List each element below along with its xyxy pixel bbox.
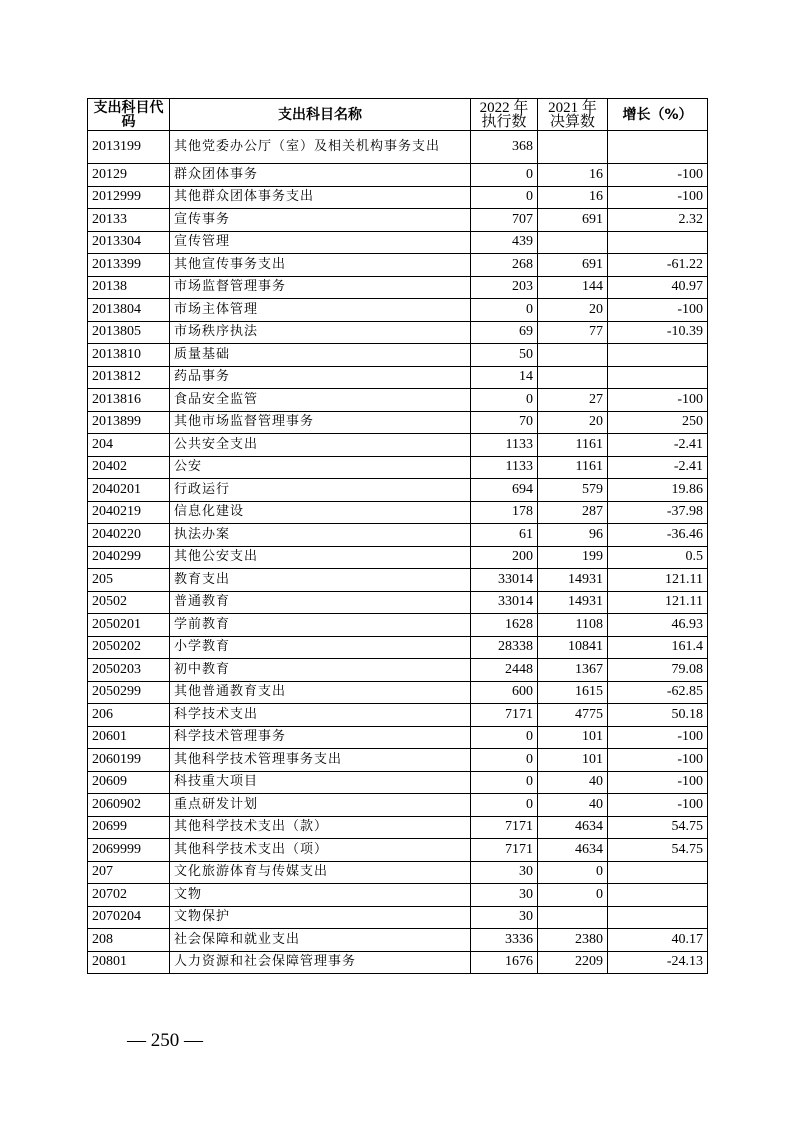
cell-name: 社会保障和就业支出 [170, 929, 471, 952]
cell-growth: 0.5 [608, 546, 708, 569]
table-row [88, 906, 708, 929]
cell-final-2021: 77 [538, 321, 608, 344]
cell-growth: 121.11 [608, 569, 708, 592]
table-row [88, 816, 708, 839]
cell-name: 市场监督管理事务 [170, 276, 471, 299]
cell-growth [608, 906, 708, 929]
cell-code: 2013899 [88, 411, 170, 434]
cell-exec-2022: 368 [471, 131, 538, 164]
cell-final-2021: 0 [538, 861, 608, 884]
cell-growth [608, 131, 708, 164]
cell-exec-2022: 69 [471, 321, 538, 344]
table-row [88, 276, 708, 299]
cell-final-2021: 4634 [538, 816, 608, 839]
cell-code: 20801 [88, 951, 170, 974]
table-row [88, 344, 708, 367]
cell-code: 20138 [88, 276, 170, 299]
cell-exec-2022: 0 [471, 186, 538, 209]
cell-name: 其他群众团体事务支出 [170, 186, 471, 209]
table-row [88, 321, 708, 344]
cell-growth [608, 884, 708, 907]
cell-growth: 161.4 [608, 636, 708, 659]
table-header-row [88, 99, 708, 131]
cell-name: 其他市场监督管理事务 [170, 411, 471, 434]
header-final-2021: 2021 年决算数 [538, 99, 608, 131]
cell-growth: -100 [608, 726, 708, 749]
cell-growth: 40.17 [608, 929, 708, 952]
cell-final-2021: 4775 [538, 704, 608, 727]
cell-name: 普通教育 [170, 591, 471, 614]
cell-final-2021 [538, 366, 608, 389]
cell-name: 重点研发计划 [170, 794, 471, 817]
table-row [88, 456, 708, 479]
table-row [88, 231, 708, 254]
cell-growth: -37.98 [608, 501, 708, 524]
cell-growth: -62.85 [608, 681, 708, 704]
cell-name: 初中教育 [170, 659, 471, 682]
cell-code: 207 [88, 861, 170, 884]
table-row [88, 411, 708, 434]
cell-exec-2022: 1628 [471, 614, 538, 637]
cell-name: 小学教育 [170, 636, 471, 659]
cell-code: 20133 [88, 209, 170, 232]
cell-final-2021: 0 [538, 884, 608, 907]
cell-growth: 46.93 [608, 614, 708, 637]
cell-final-2021 [538, 231, 608, 254]
cell-final-2021 [538, 344, 608, 367]
cell-code: 204 [88, 434, 170, 457]
cell-final-2021: 199 [538, 546, 608, 569]
cell-exec-2022: 7171 [471, 816, 538, 839]
cell-growth [608, 344, 708, 367]
cell-name: 文物 [170, 884, 471, 907]
table-row [88, 951, 708, 974]
header-exec-2022: 2022 年执行数 [471, 99, 538, 131]
table-row [88, 726, 708, 749]
table-row [88, 254, 708, 277]
cell-growth: 121.11 [608, 591, 708, 614]
cell-code: 208 [88, 929, 170, 952]
cell-final-2021: 101 [538, 749, 608, 772]
cell-growth: -61.22 [608, 254, 708, 277]
cell-exec-2022: 50 [471, 344, 538, 367]
cell-name: 文化旅游体育与传媒支出 [170, 861, 471, 884]
cell-code: 2060199 [88, 749, 170, 772]
cell-name: 其他公安支出 [170, 546, 471, 569]
cell-exec-2022: 0 [471, 794, 538, 817]
cell-final-2021: 691 [538, 254, 608, 277]
table-row [88, 569, 708, 592]
cell-growth: -2.41 [608, 456, 708, 479]
cell-code: 2060902 [88, 794, 170, 817]
cell-growth [608, 366, 708, 389]
cell-code: 206 [88, 704, 170, 727]
table-body [88, 131, 708, 974]
cell-final-2021: 96 [538, 524, 608, 547]
cell-exec-2022: 61 [471, 524, 538, 547]
cell-exec-2022: 268 [471, 254, 538, 277]
cell-final-2021: 1161 [538, 456, 608, 479]
cell-name: 群众团体事务 [170, 164, 471, 187]
cell-exec-2022: 1676 [471, 951, 538, 974]
cell-name: 其他党委办公厅（室）及相关机构事务支出 [170, 131, 471, 164]
cell-code: 2012999 [88, 186, 170, 209]
cell-name: 公共安全支出 [170, 434, 471, 457]
cell-name: 其他宣传事务支出 [170, 254, 471, 277]
cell-final-2021: 14931 [538, 591, 608, 614]
cell-growth: -24.13 [608, 951, 708, 974]
table-row [88, 614, 708, 637]
cell-growth: -100 [608, 771, 708, 794]
cell-growth: -100 [608, 164, 708, 187]
cell-final-2021: 14931 [538, 569, 608, 592]
page-number: — 250 — [127, 1030, 203, 1051]
cell-name: 宣传管理 [170, 231, 471, 254]
cell-code: 2013810 [88, 344, 170, 367]
cell-code: 2013805 [88, 321, 170, 344]
cell-code: 2040220 [88, 524, 170, 547]
cell-growth: -36.46 [608, 524, 708, 547]
table-row [88, 591, 708, 614]
cell-exec-2022: 600 [471, 681, 538, 704]
table-row [88, 434, 708, 457]
table-row [88, 749, 708, 772]
table-row [88, 681, 708, 704]
cell-name: 行政运行 [170, 479, 471, 502]
cell-final-2021: 2380 [538, 929, 608, 952]
cell-final-2021: 16 [538, 164, 608, 187]
cell-name: 执法办案 [170, 524, 471, 547]
cell-growth: -100 [608, 749, 708, 772]
table-row [88, 299, 708, 322]
cell-final-2021: 4634 [538, 839, 608, 862]
cell-name: 其他普通教育支出 [170, 681, 471, 704]
cell-exec-2022: 0 [471, 726, 538, 749]
header-growth: 增长（%） [608, 99, 708, 131]
table-row [88, 366, 708, 389]
cell-name: 其他科学技术支出（项） [170, 839, 471, 862]
cell-name: 其他科学技术管理事务支出 [170, 749, 471, 772]
cell-exec-2022: 7171 [471, 839, 538, 862]
cell-growth: 250 [608, 411, 708, 434]
cell-name: 其他科学技术支出（款） [170, 816, 471, 839]
cell-growth: -10.39 [608, 321, 708, 344]
cell-code: 2050299 [88, 681, 170, 704]
table-row [88, 479, 708, 502]
cell-final-2021: 1161 [538, 434, 608, 457]
cell-exec-2022: 439 [471, 231, 538, 254]
cell-code: 20402 [88, 456, 170, 479]
cell-name: 文物保护 [170, 906, 471, 929]
cell-exec-2022: 70 [471, 411, 538, 434]
cell-growth: 79.08 [608, 659, 708, 682]
cell-final-2021: 40 [538, 794, 608, 817]
table-row [88, 884, 708, 907]
cell-exec-2022: 200 [471, 546, 538, 569]
table-row [88, 839, 708, 862]
cell-code: 2070204 [88, 906, 170, 929]
table-row [88, 209, 708, 232]
cell-code: 2050201 [88, 614, 170, 637]
header-name: 支出科目名称 [170, 99, 471, 131]
cell-code: 20601 [88, 726, 170, 749]
cell-final-2021: 20 [538, 411, 608, 434]
cell-final-2021: 20 [538, 299, 608, 322]
cell-growth: 2.32 [608, 209, 708, 232]
cell-code: 20609 [88, 771, 170, 794]
cell-code: 2040299 [88, 546, 170, 569]
cell-name: 药品事务 [170, 366, 471, 389]
cell-final-2021: 40 [538, 771, 608, 794]
cell-growth: 54.75 [608, 839, 708, 862]
cell-code: 2050203 [88, 659, 170, 682]
table-row [88, 636, 708, 659]
cell-final-2021: 691 [538, 209, 608, 232]
cell-growth: 54.75 [608, 816, 708, 839]
cell-growth: -2.41 [608, 434, 708, 457]
table-row [88, 704, 708, 727]
table-row [88, 164, 708, 187]
table-row [88, 771, 708, 794]
cell-final-2021: 10841 [538, 636, 608, 659]
cell-final-2021: 27 [538, 389, 608, 412]
cell-exec-2022: 3336 [471, 929, 538, 952]
cell-exec-2022: 2448 [471, 659, 538, 682]
cell-name: 公安 [170, 456, 471, 479]
cell-name: 科学技术支出 [170, 704, 471, 727]
cell-exec-2022: 0 [471, 299, 538, 322]
cell-name: 学前教育 [170, 614, 471, 637]
cell-final-2021: 1615 [538, 681, 608, 704]
cell-code: 2040201 [88, 479, 170, 502]
table-row [88, 186, 708, 209]
cell-growth [608, 231, 708, 254]
cell-name: 质量基础 [170, 344, 471, 367]
cell-exec-2022: 14 [471, 366, 538, 389]
cell-exec-2022: 30 [471, 906, 538, 929]
cell-growth: -100 [608, 299, 708, 322]
cell-exec-2022: 0 [471, 749, 538, 772]
cell-exec-2022: 33014 [471, 569, 538, 592]
cell-growth: 19.86 [608, 479, 708, 502]
cell-exec-2022: 203 [471, 276, 538, 299]
cell-exec-2022: 694 [471, 479, 538, 502]
cell-exec-2022: 28338 [471, 636, 538, 659]
cell-code: 2013199 [88, 131, 170, 164]
cell-final-2021: 101 [538, 726, 608, 749]
cell-name: 人力资源和社会保障管理事务 [170, 951, 471, 974]
cell-exec-2022: 0 [471, 389, 538, 412]
cell-code: 2013812 [88, 366, 170, 389]
cell-name: 市场秩序执法 [170, 321, 471, 344]
cell-name: 科学技术管理事务 [170, 726, 471, 749]
cell-exec-2022: 178 [471, 501, 538, 524]
cell-final-2021: 2209 [538, 951, 608, 974]
cell-exec-2022: 707 [471, 209, 538, 232]
cell-growth: -100 [608, 389, 708, 412]
cell-name: 科技重大项目 [170, 771, 471, 794]
cell-growth: 50.18 [608, 704, 708, 727]
cell-exec-2022: 0 [471, 771, 538, 794]
cell-code: 2013399 [88, 254, 170, 277]
cell-code: 2013804 [88, 299, 170, 322]
cell-final-2021 [538, 131, 608, 164]
cell-code: 205 [88, 569, 170, 592]
cell-code: 20702 [88, 884, 170, 907]
cell-growth: -100 [608, 794, 708, 817]
cell-name: 教育支出 [170, 569, 471, 592]
cell-code: 20699 [88, 816, 170, 839]
table-row [88, 861, 708, 884]
cell-code: 2069999 [88, 839, 170, 862]
cell-name: 宣传事务 [170, 209, 471, 232]
table-row [88, 794, 708, 817]
cell-code: 2040219 [88, 501, 170, 524]
cell-code: 20502 [88, 591, 170, 614]
cell-final-2021: 579 [538, 479, 608, 502]
cell-final-2021: 1367 [538, 659, 608, 682]
cell-code: 2013816 [88, 389, 170, 412]
cell-exec-2022: 7171 [471, 704, 538, 727]
cell-growth: -100 [608, 186, 708, 209]
table-row [88, 659, 708, 682]
cell-name: 食品安全监管 [170, 389, 471, 412]
cell-exec-2022: 0 [471, 164, 538, 187]
table-row [88, 501, 708, 524]
cell-exec-2022: 30 [471, 861, 538, 884]
table-row [88, 389, 708, 412]
table-row [88, 929, 708, 952]
table-row [88, 131, 708, 164]
table-row [88, 524, 708, 547]
cell-code: 2050202 [88, 636, 170, 659]
cell-final-2021 [538, 906, 608, 929]
cell-exec-2022: 33014 [471, 591, 538, 614]
cell-code: 20129 [88, 164, 170, 187]
table-row [88, 546, 708, 569]
cell-final-2021: 16 [538, 186, 608, 209]
header-code: 支出科目代码 [88, 99, 170, 131]
cell-code: 2013304 [88, 231, 170, 254]
cell-name: 信息化建设 [170, 501, 471, 524]
cell-final-2021: 1108 [538, 614, 608, 637]
cell-exec-2022: 30 [471, 884, 538, 907]
expenditure-table [87, 98, 708, 974]
cell-growth [608, 861, 708, 884]
cell-final-2021: 287 [538, 501, 608, 524]
cell-name: 市场主体管理 [170, 299, 471, 322]
cell-final-2021: 144 [538, 276, 608, 299]
cell-exec-2022: 1133 [471, 456, 538, 479]
cell-exec-2022: 1133 [471, 434, 538, 457]
cell-growth: 40.97 [608, 276, 708, 299]
